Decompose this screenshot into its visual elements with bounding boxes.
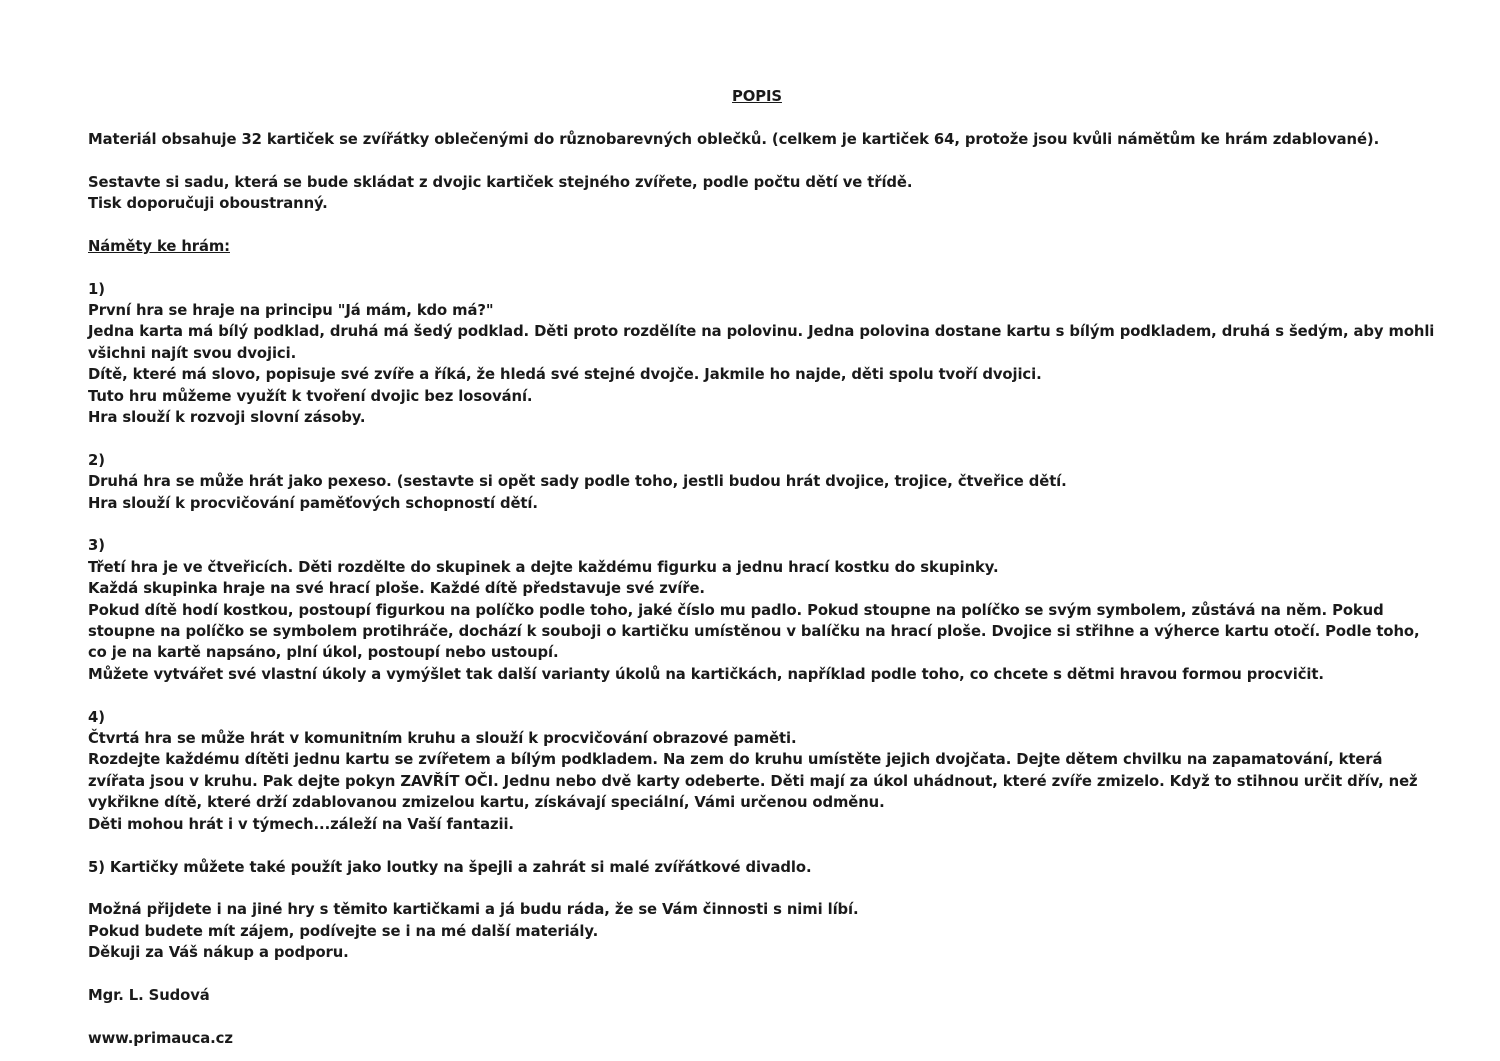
game-3-line: Pokud dítě hodí kostkou, postoupí figurkou na políčko podle toho, jaké číslo mu padlo. Pokud stoupne na políčko se svým symbolem, zůstává na něm. Pokud <box>88 601 1384 619</box>
game-2-number: 2) <box>88 451 105 469</box>
game-3-number: 3) <box>88 537 105 555</box>
closing-line-1: Možná přijdete i na jiné hry s těmito kartičkami a já budu ráda, že se Vám činnosti s nimi líbí. <box>88 901 859 919</box>
game-4-line: vykřikne dítě, které drží zdablovanou zmizelou kartu, získávají speciální, Vámi určenou odměnu. <box>88 794 885 812</box>
game-3-line: stoupne na políčko se symbolem protihráče, dochází k souboji o kartičku umístěnou v balíčku na hrací ploše. Dvojice si střihne a výherce kartu otočí. Podle toho, <box>88 623 1420 641</box>
spacer <box>88 150 1438 171</box>
game-1-line: Jedna karta má bílý podklad, druhá má šedý podklad. Děti proto rozdělíte na polovinu. Jedna polovina dostane kartu s bílým podkladem, druhá s šedým, aby mohli <box>88 323 1435 341</box>
game-1-number: 1) <box>88 280 105 298</box>
game-1-line: První hra se hraje na principu "Já mám, kdo má?" <box>88 302 494 319</box>
game-4-line: Rozdejte každému dítěti jednu kartu se zvířetem a bílým podkladem. Na zem do kruhu umístěte jejich dvojčata. Dejte dětem chvilku na zapamatování, která <box>88 751 1383 769</box>
game-4-line: Děti mohou hrát i v týmech...záleží na Vaší fantazii. <box>88 815 514 833</box>
document-page <box>88 86 1438 1049</box>
intro-line-2: Sestavte si sadu, která se bude skládat z dvojic kartiček stejného zvířete, podle počtu dětí ve třídě. <box>88 173 913 191</box>
website-link[interactable]: www.primauca.cz <box>88 1029 233 1047</box>
game-4-line: Čtvrtá hra se může hrát v komunitním kruhu a slouží k procvičování obrazové paměti. <box>88 730 797 748</box>
game-1-line: Tuto hru můžeme využít k tvoření dvojic bez losování. <box>88 387 533 405</box>
spacer <box>88 878 1438 899</box>
games-heading: Náměty ke hrám: <box>88 237 230 255</box>
document-title: POPIS <box>732 88 782 105</box>
spacer <box>88 214 1438 235</box>
intro-line-3: Tisk doporučuji oboustranný. <box>88 195 328 212</box>
spacer <box>88 1006 1438 1027</box>
game-3-line: Můžete vytvářet své vlastní úkoly a vymýšlet tak další varianty úkolů na kartičkách, například podle toho, co chcete s dětmi hravou formou procvičit. <box>88 665 1324 683</box>
spacer <box>88 514 1438 535</box>
spacer <box>88 107 1438 128</box>
closing-line-2: Pokud budete mít zájem, podívejte se i na mé další materiály. <box>88 922 599 940</box>
game-1-line: Dítě, které má slovo, popisuje své zvíře a říká, že hledá své stejné dvojče. Jakmile ho najde, děti spolu tvoří dvojici. <box>88 366 1042 384</box>
spacer <box>88 428 1438 449</box>
game-4-line: zvířata jsou v kruhu. Pak dejte pokyn ZAVŘÍT OČI. Jednu nebo dvě karty odeberte. Děti mají za úkol uhádnout, které zvíře zmizelo. Když to stihnou určit dřív, než <box>88 772 1418 790</box>
game-3-line: Třetí hra je ve čtveřicích. Děti rozdělte do skupinek a dejte každému figurku a jednu hrací kostku do skupinky. <box>88 558 999 576</box>
game-5-line: 5) Kartičky můžete také použít jako loutky na špejli a zahrát si malé zvířátkové divadlo. <box>88 858 812 876</box>
game-1-line: Hra slouží k rozvoji slovní zásoby. <box>88 409 366 427</box>
spacer <box>88 257 1438 278</box>
intro-line-1: Materiál obsahuje 32 kartiček se zvířátky oblečenými do různobarevných oblečků. (celkem je kartiček 64, protože jsou kvůli námětům ke hrám zdablované). <box>88 130 1380 148</box>
game-3-line: co je na kartě napsáno, plní úkol, postoupí nebo ustoupí. <box>88 644 559 662</box>
spacer <box>88 685 1438 706</box>
spacer <box>88 835 1438 856</box>
game-2-line: Hra slouží k procvičování paměťových schopností dětí. <box>88 494 538 512</box>
spacer <box>88 964 1438 985</box>
game-1-line: všichni najít svou dvojici. <box>88 344 297 362</box>
game-3-line: Každá skupinka hraje na své hrací ploše. Každé dítě představuje své zvíře. <box>88 580 705 598</box>
closing-line-3: Děkuji za Váš nákup a podporu. <box>88 944 349 962</box>
game-2-line: Druhá hra se může hrát jako pexeso. (sestavte si opět sady podle toho, jestli budou hrát dvojice, trojice, čtveřice dětí. <box>88 473 1067 491</box>
author-signature: Mgr. L. Sudová <box>88 986 210 1004</box>
game-4-number: 4) <box>88 708 105 726</box>
